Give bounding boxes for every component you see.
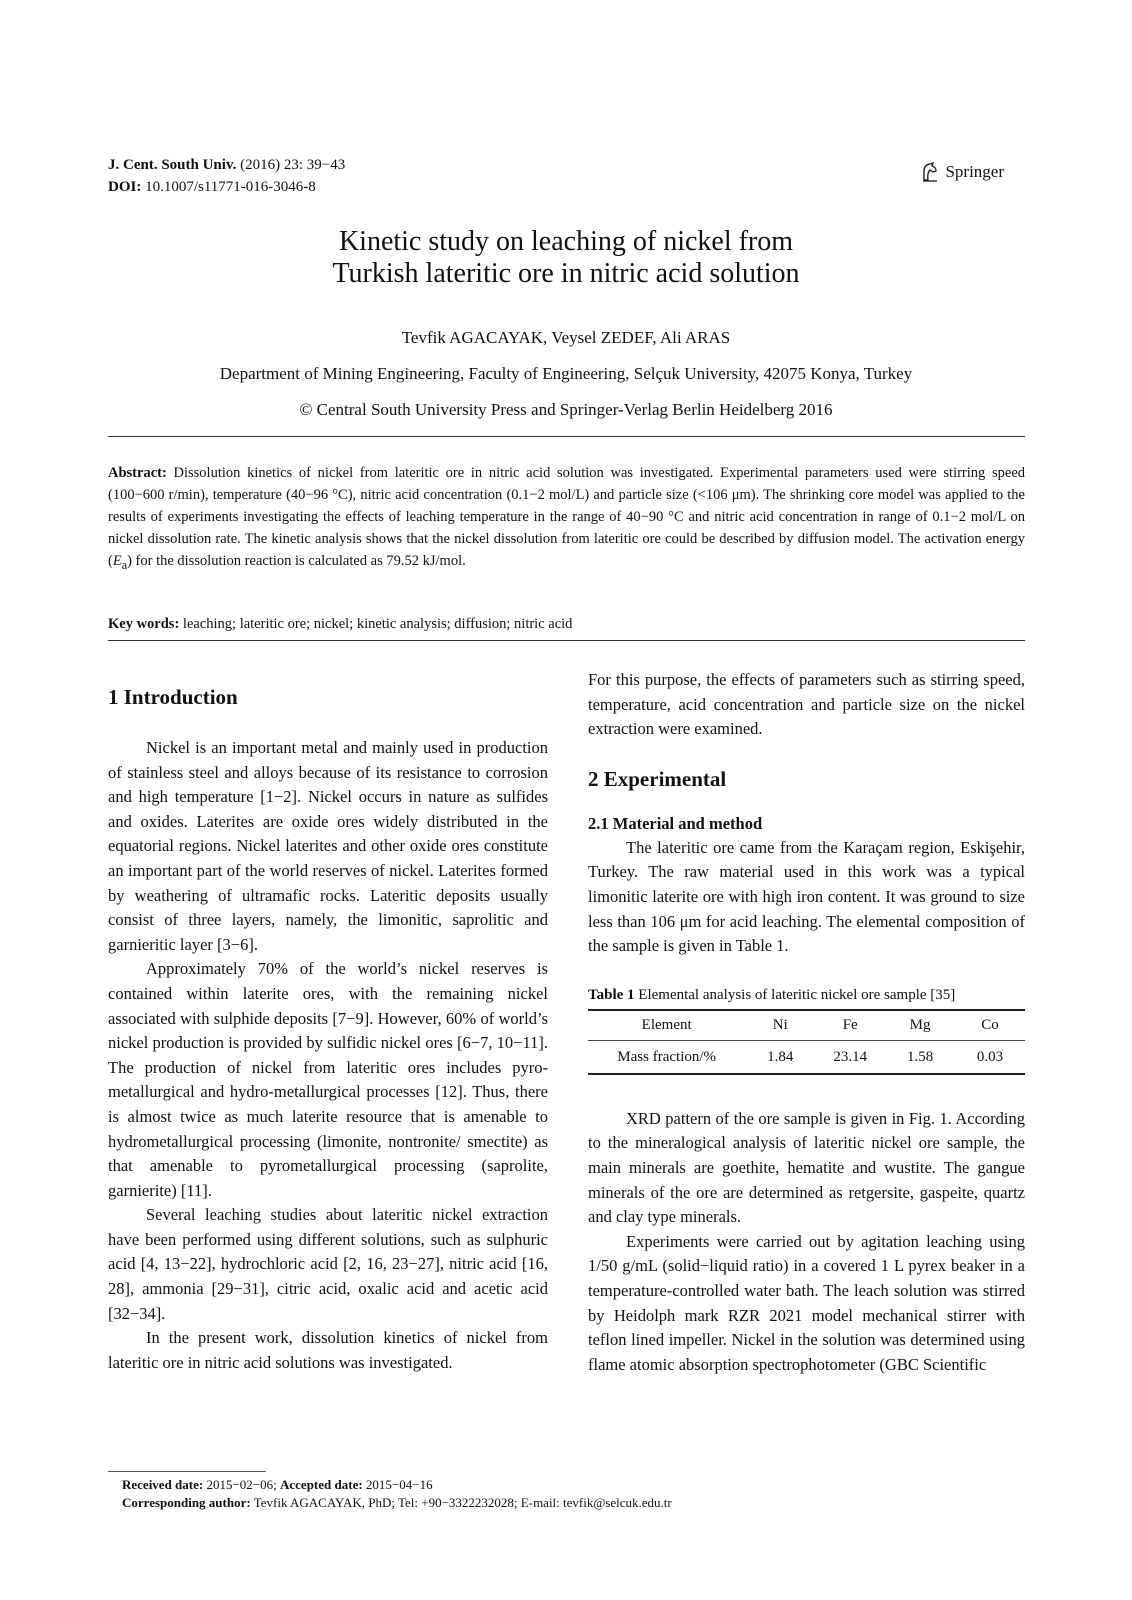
footnote-dates bbox=[122, 1476, 433, 1493]
keywords-label: Key words: bbox=[108, 616, 180, 632]
experimental-paragraph-1: The lateritic ore came from the Karaçam region, Eskişehir, Turkey. The raw material used in this work was a typical limonitic laterite ore with high iron content. It was ground to size less than 106 μm for acid leaching. The elemental composition of the sample is given in Table 1. bbox=[588, 837, 1025, 956]
table-cell: 1.84 bbox=[767, 1048, 794, 1065]
abstract bbox=[108, 462, 1025, 576]
divider-top bbox=[108, 436, 1025, 437]
title-line-1: Kinetic study on leaching of nickel from bbox=[338, 226, 794, 257]
doi-line bbox=[108, 176, 345, 198]
divider-bottom bbox=[108, 640, 1025, 641]
left-column bbox=[108, 682, 548, 1375]
footnote-corresponding-author bbox=[122, 1494, 672, 1511]
footnote-divider bbox=[108, 1471, 266, 1472]
table-cell: 23.14 bbox=[833, 1048, 868, 1065]
table-cell: 1.58 bbox=[906, 1048, 934, 1065]
paper-title bbox=[0, 226, 1132, 290]
table-header-cell: Co bbox=[981, 1017, 999, 1034]
intro-paragraph-1: Nickel is an important metal and mainly used in production of stainless steel and alloys because of its resistance to corrosion and high temperature [1−2]. Nickel occurs in nature as sulfides and oxides. Laterites are oxide ores widely distributed in the equatorial regions. Nickel laterites and other oxide ores constitute an important part of the world reserves of nickel. Laterites formed by weathering of ultramafic rocks. Lateritic deposits usually consist of three layers, namely, the limonitic, saprolitic and garnieritic layer [3−6]. bbox=[108, 738, 548, 954]
accepted-label: Accepted date: bbox=[280, 1477, 363, 1492]
intro-paragraph-5: For this purpose, the effects of parameters such as stirring speed, temperature, acid concentration and particle size on the nickel extraction were examined. bbox=[588, 670, 1025, 739]
experimental-paragraph-3: Experiments were carried out by agitation leaching using 1/50 g/mL (solid−liquid ratio) in a covered 1 L pyrex beaker in a temperature-controlled water bath. The leach solution was stirred by Heidolph mark RZR 2021 model mechanical stirrer with teflon lined impeller. Nickel in the solution was determined using flame atomic absorption spectrophotometer (GBC Scientific bbox=[588, 1231, 1025, 1374]
abstract-text-2: ) for the dissolution reaction is calculated as 79.52 kJ/mol. bbox=[127, 553, 466, 569]
doi-value: 10.1007/s11771-016-3046-8 bbox=[145, 179, 316, 195]
corresponding-author-value: Tevfik AGACAYAK, PhD; Tel: +90−3322232028; E-mail: tevfik@selcuk.edu.tr bbox=[253, 1495, 672, 1510]
table-header-cell: Ni bbox=[772, 1017, 788, 1034]
table-cell: Mass fraction/% bbox=[617, 1048, 717, 1065]
ea-symbol: E bbox=[112, 553, 122, 569]
springer-horse-icon bbox=[921, 162, 939, 182]
publisher-name: Springer bbox=[945, 162, 1004, 181]
intro-paragraph-3: Several leaching studies about lateritic nickel extraction have been performed using different solutions, such as sulphuric acid [4, 13−22], hydrochloric acid [2, 16, 23−27], nitric acid [16, 28], ammonia [29−31], citric acid, oxalic acid and acetic acid [32−34]. bbox=[108, 1205, 548, 1323]
journal-header bbox=[108, 154, 345, 198]
title-line-2: Turkish lateritic ore in nitric acid solution bbox=[332, 258, 800, 289]
journal-name: J. Cent. South Univ. bbox=[108, 157, 237, 173]
experimental-paragraph-2: XRD pattern of the ore sample is given in Fig. 1. According to the mineralogical analysis of lateritic nickel ore sample, the main minerals are goethite, hematite and wustite. The gangue minerals of the ore are determined as retgersite, gaspeite, quartz and clay type minerals. bbox=[588, 1108, 1025, 1227]
corresponding-author-label: Corresponding author: bbox=[122, 1495, 251, 1510]
affiliation: Department of Mining Engineering, Faculty of Engineering, Selçuk University, 42075 Konya, Turkey bbox=[219, 364, 913, 383]
table-header-cell: Mg bbox=[909, 1017, 931, 1034]
experimental-heading: 2 Experimental bbox=[588, 766, 727, 791]
journal-citation-line bbox=[108, 154, 345, 176]
table-row bbox=[588, 1041, 1025, 1074]
intro-paragraph-4: In the present work, dissolution kinetics of nickel from lateritic ore in nitric acid solutions was investigated. bbox=[108, 1328, 548, 1372]
received-value: 2015−02−06; bbox=[206, 1477, 277, 1492]
table-header-cell: Fe bbox=[842, 1017, 858, 1034]
table-caption-text: Elemental analysis of lateritic nickel ore sample [35] bbox=[638, 986, 956, 1003]
table-caption bbox=[588, 985, 1025, 1005]
elemental-analysis-table bbox=[588, 1009, 1025, 1075]
publisher-logo bbox=[921, 162, 1004, 182]
authors: Tevfik AGACAYAK, Veysel ZEDEF, Ali ARAS bbox=[401, 328, 731, 347]
keywords-text: leaching; lateritic ore; nickel; kinetic analysis; diffusion; nitric acid bbox=[182, 616, 573, 632]
accepted-value: 2015−04−16 bbox=[365, 1477, 433, 1492]
doi-label: DOI: bbox=[108, 179, 142, 195]
copyright: © Central South University Press and Springer-Verlag Berlin Heidelberg 2016 bbox=[299, 400, 833, 419]
right-column bbox=[588, 668, 1025, 1377]
ea-subscript: a bbox=[121, 557, 128, 572]
table-header-row bbox=[588, 1010, 1025, 1041]
journal-citation: (2016) 23: 39−43 bbox=[240, 157, 346, 173]
abstract-text-1: Dissolution kinetics of nickel from lateritic ore in nitric acid solution was investigated. Experimental parameters used were stirring speed (100−600 r/min), temperature (40−96 °C), nitric acid concentration (0.1−2 mol/L) and particle size (<106 μm). The shrinking core model was applied to the results of experiments investigating the effects of leaching temperature in the range of 40−90 °C and nitric acid concentration in range of 0.1−2 mol/L on nickel dissolution rate. The kinetic analysis shows that the nickel dissolution from lateritic ore could be described by diffusion model. The activation energy ( bbox=[108, 465, 1025, 569]
abstract-label: Abstract: bbox=[108, 465, 167, 481]
intro-paragraph-2: Approximately 70% of the world’s nickel reserves is contained within laterite ores, with the remaining nickel associated with sulphide deposits [7−9]. However, 60% of world’s nickel production is provided by sulfidic nickel ores [6−7, 10−11]. The production of nickel from lateritic ores includes pyro-metallurgical and hydro-metallurgical processes [12]. Thus, there is almost twice as much laterite resource that is amenable to hydrometallurgical processing (limonite, nontronite/ smectite) as that amenable to pyrometallurgical processing (saprolite, garnierite) [11]. bbox=[108, 959, 548, 1200]
table-header-cell: Element bbox=[641, 1017, 692, 1034]
received-label: Received date: bbox=[122, 1477, 204, 1492]
material-method-heading: 2.1 Material and method bbox=[588, 813, 763, 833]
intro-heading: 1 Introduction bbox=[108, 685, 238, 709]
table-caption-label: Table 1 bbox=[588, 986, 635, 1003]
table-cell: 0.03 bbox=[976, 1048, 1004, 1065]
keywords bbox=[108, 614, 1025, 634]
